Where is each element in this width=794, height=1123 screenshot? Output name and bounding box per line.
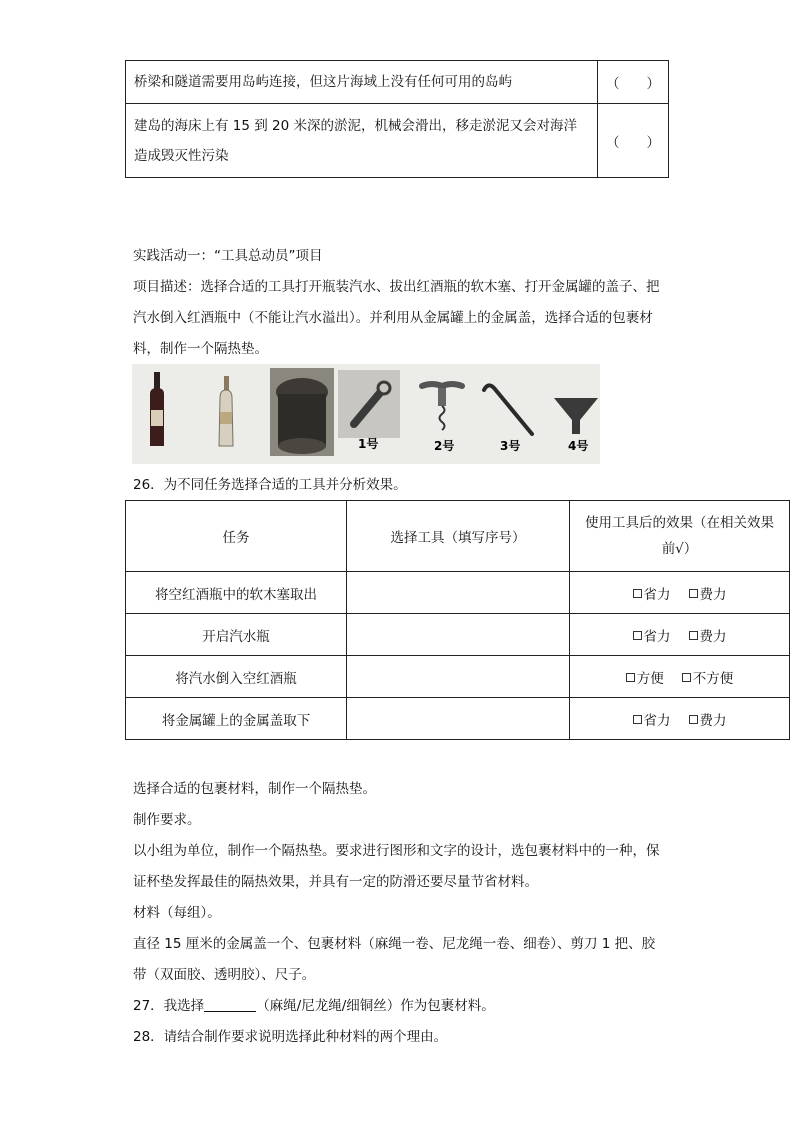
header-task: 任务 (126, 501, 347, 572)
task-cell: 将汽水倒入空红酒瓶 (126, 656, 347, 698)
answer-parentheses[interactable]: （ ） (598, 61, 669, 104)
effect-cell (570, 656, 790, 698)
tool-label-4: 4号 (568, 439, 589, 453)
tool-answer-cell[interactable] (347, 614, 570, 656)
task-cell: 将金属罐上的金属盖取下 (126, 698, 347, 740)
table-row (126, 61, 669, 104)
tool-answer-cell[interactable] (347, 572, 570, 614)
tool-label-3: 3号 (500, 439, 521, 453)
materials-text: 直径 15 厘米的金属盖一个、包裹材料（麻绳一卷、尼龙绳一卷、细卷）、剪刀 1 把、胶带（双面胶、透明胶）、尺子。 (133, 936, 656, 983)
checkbox-icon[interactable] (689, 715, 698, 724)
table-row (126, 656, 790, 698)
effect-option[interactable]: 费力 (689, 583, 727, 603)
effect-option[interactable]: 不方便 (682, 667, 734, 687)
effect-option[interactable]: 费力 (689, 625, 727, 645)
making-intro: 选择合适的包裹材料，制作一个隔热垫。 (133, 781, 376, 797)
activity-description: 项目描述：选择合适的工具打开瓶装汽水、拔出红酒瓶的软木塞、打开金属罐的盖子、把汽水倒入红酒瓶中（不能让汽水溢出）。并利用从金属罐上的金属盖，选择合适的包裹材料，制作一个隔热垫。 (133, 279, 660, 357)
materials-title: 材料（每组）。 (133, 905, 221, 921)
checkbox-icon[interactable] (682, 673, 691, 682)
task-cell: 将空红酒瓶中的软木塞取出 (126, 572, 347, 614)
checkbox-icon[interactable] (689, 631, 698, 640)
statement-text: 建岛的海床上有 15 到 20 米深的淤泥，机械会滑出，移走淤泥又会对海洋造成毁灭性污染 (126, 104, 598, 178)
tool-answer-cell[interactable] (347, 698, 570, 740)
checkbox-icon[interactable] (689, 589, 698, 598)
checkbox-icon[interactable] (633, 715, 642, 724)
statement-table (125, 60, 669, 178)
effect-option[interactable]: 省力 (633, 583, 671, 603)
answer-blank[interactable] (204, 997, 256, 1012)
statement-text: 桥梁和隧道需要用岛屿连接，但这片海域上没有任何可用的岛屿 (126, 61, 598, 104)
tool-choice-table (125, 500, 790, 740)
effect-cell (570, 614, 790, 656)
question-28: 28．请结合制作要求说明选择此种材料的两个理由。 (133, 1029, 448, 1045)
question-27: 27．我选择 （麻绳/尼龙绳/细铜丝）作为包裹材料。 (133, 998, 495, 1014)
table-header-row (126, 501, 790, 572)
table-row (126, 614, 790, 656)
tool-label-1: 1号 (358, 437, 379, 451)
tool-label-2: 2号 (434, 439, 455, 453)
header-tool: 选择工具（填写序号） (347, 501, 570, 572)
task-cell: 开启汽水瓶 (126, 614, 347, 656)
activity-title: 实践活动一：“工具总动员”项目 (133, 248, 323, 264)
requirements-text: 以小组为单位，制作一个隔热垫。要求进行图形和文字的设计，选包裹材料中的一种，保证杯垫发挥最佳的隔热效果，并具有一定的防滑还要尽量节省材料。 (133, 843, 660, 890)
table-row (126, 698, 790, 740)
tool-answer-cell[interactable] (347, 656, 570, 698)
effect-cell (570, 572, 790, 614)
table-row (126, 104, 669, 178)
table-row (126, 572, 790, 614)
checkbox-icon[interactable] (633, 631, 642, 640)
header-effect: 使用工具后的效果（在相关效果前√） (570, 501, 790, 572)
tools-photo (132, 364, 600, 464)
checkbox-icon[interactable] (633, 589, 642, 598)
effect-cell (570, 698, 790, 740)
question-26: 26．为不同任务选择合适的工具并分析效果。 (133, 477, 407, 493)
effect-option[interactable]: 方便 (626, 667, 664, 687)
bottle-opener-icon (338, 370, 400, 438)
answer-parentheses[interactable]: （ ） (598, 104, 669, 178)
effect-option[interactable]: 省力 (633, 709, 671, 729)
checkbox-icon[interactable] (626, 673, 635, 682)
requirements-title: 制作要求。 (133, 812, 201, 828)
effect-option[interactable]: 省力 (633, 625, 671, 645)
effect-option[interactable]: 费力 (689, 709, 727, 729)
metal-can-icon (270, 368, 334, 456)
